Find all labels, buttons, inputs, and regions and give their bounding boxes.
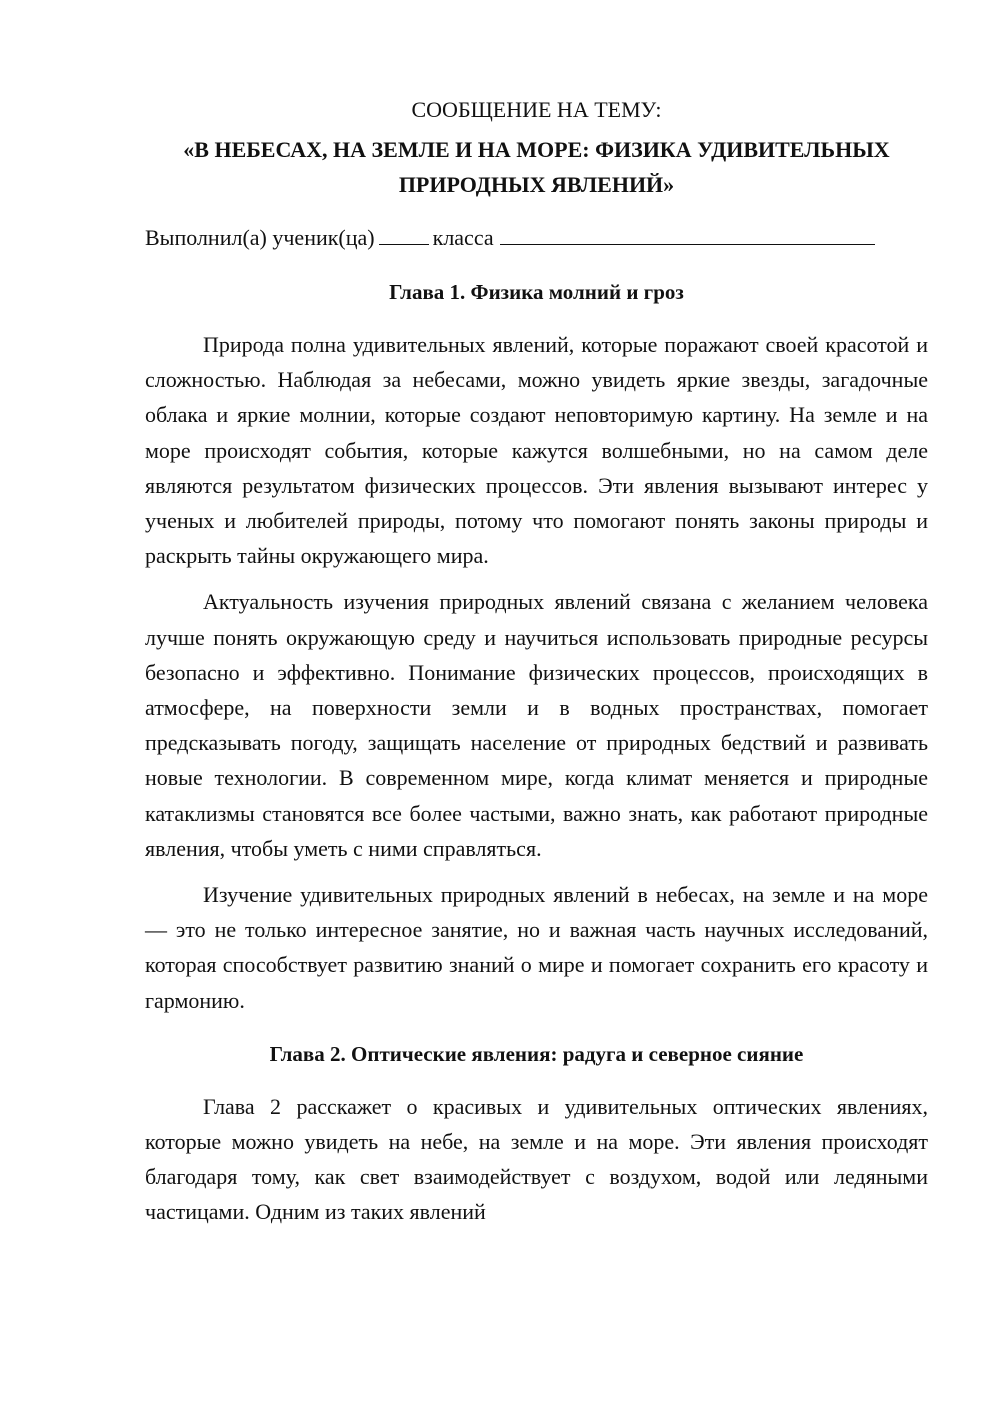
- chapter-1-paragraph-3: Изучение удивительных природных явлений в небесах, на земле и на море — это не только интересное занятие, но и важная часть научных исследований, которая способствует развитию знаний о мире и помогает сохранить его красоту и гармонию.: [145, 882, 928, 1013]
- document-page: [145, 92, 928, 1241]
- author-prefix: Выполнил(а) ученик(ца): [145, 225, 375, 250]
- topic-label: СООБЩЕНИЕ НА ТЕМУ:: [411, 97, 662, 122]
- chapter-2-title: Глава 2. Оптические явления: радуга и северное сияние: [269, 1041, 804, 1066]
- author-line: [145, 220, 928, 255]
- chapter-2-paragraph-1: Глава 2 расскажет о красивых и удивительных оптических явлениях, которые можно увидеть на небе, на земле и на море. Эти явления происходят благодаря тому, как свет взаимодействует с воздухом, водой или ледяными частицами. Одним из таких явлений: [145, 1093, 928, 1225]
- document-title: «В НЕБЕСАХ, НА ЗЕМЛЕ И НА МОРЕ: ФИЗИКА УДИВИТЕЛЬНЫХ ПРИРОДНЫХ ЯВЛЕНИЙ»: [183, 137, 890, 197]
- class-label: класса: [432, 225, 494, 250]
- chapter-1-paragraph-1: Природа полна удивительных явлений, которые поражают своей красотой и сложностью. Наблюдая за небесами, можно увидеть яркие звезды, загадочные облака и яркие молнии, которые создают неповторимую картину. На земле и на море происходят события, которые кажутся волшебными, но на самом деле являются результатом физических процессов. Эти явления вызывают интерес у ученых и любителей природы, потому что помогают понять законы природы и раскрыть тайны окружающего мира.: [145, 332, 928, 569]
- chapter-1-title: Глава 1. Физика молний и гроз: [389, 280, 684, 304]
- student-name-blank: [500, 226, 875, 245]
- grade-blank: [379, 226, 429, 245]
- chapter-1-paragraph-2: Актуальность изучения природных явлений связана с желанием человека лучше понять окружающую среду и научиться использовать природные ресурсы безопасно и эффективно. Понимание физических процессов, происходящих в атмосфере, на поверхности земли и в водных пространствах, помогает предсказывать погоду, защищать население от природных бедствий и развивать новые технологии. В современном мире, когда климат меняется и природные катаклизмы становятся все более частыми, важно знать, как работают природные явления, чтобы уметь с ними справляться.: [145, 589, 928, 861]
